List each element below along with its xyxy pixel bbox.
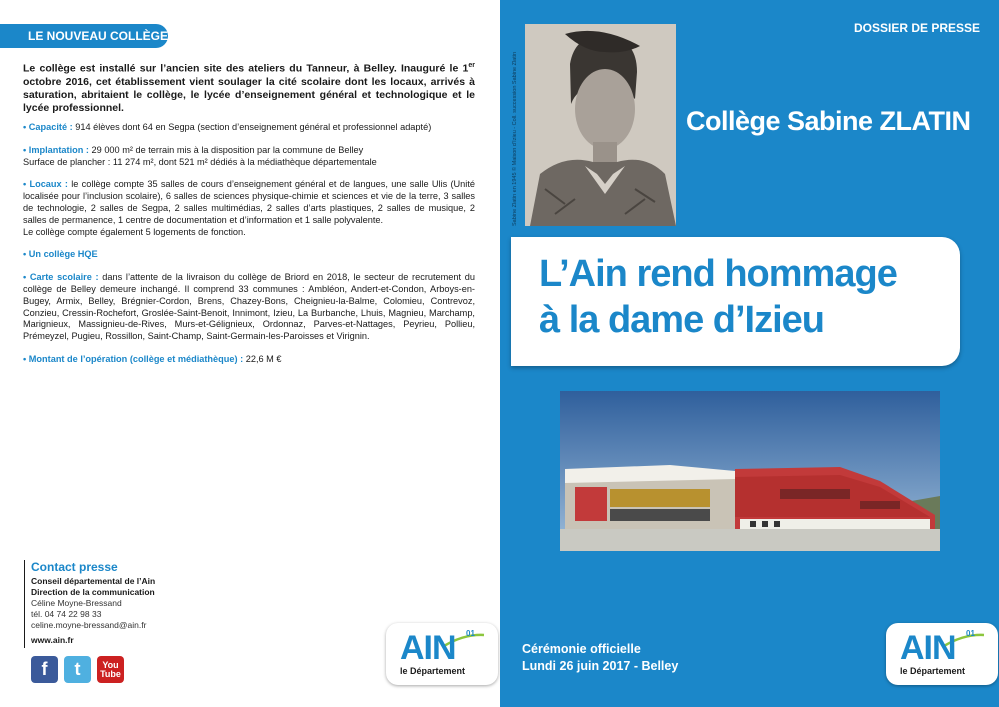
contact-org: Conseil départemental de l’Ain xyxy=(31,576,156,586)
college-building-photo xyxy=(560,391,940,551)
contact-email[interactable]: celine.moyne-bressand@ain.fr xyxy=(31,620,147,630)
fact-carte-scolaire: • Carte scolaire : dans l’attente de la livraison du collège de Briord en 2018, le secteur de recrutement du collège de Belley demeure inchangé. Il comprend 33 communes : Ambléon, Andert-et-Condon, Arboys-en-Bugey, Armix, Belley, Brégnier-Cordon, Brens, Chazey-Bons, Cheignieu-la-Balme, Colomieu, Contrevoz, Conzieu, Cressin-Rochefort, Groslée-Saint-Benoit, Innimont, Izieu, La Burbanche, Lhuis, Magnieu, Marchamp, Marignieux, Massignieu-de-Rives, Murs-et-Gélignieux, Ordonnaz, Parves-et-Nattages, Peyrieu, Pollieu, Prémeyzel, Pugieu, Rossillon, Saint-Champ, Saint-Germain-les-Paroisses et Virignin. xyxy=(23,272,475,342)
twitter-icon[interactable]: t xyxy=(64,656,91,683)
ceremony-info xyxy=(522,641,678,675)
fact-implantation: • Implantation : 29 000 m² de terrain mis à la disposition par la commune de Belley Surface de plancher : 11 274 m², dont 521 m² dédiés à la médiathèque départementale xyxy=(23,144,377,167)
fact-montant: • Montant de l’opération (collège et médiathèque) : 22,6 M € xyxy=(23,353,282,364)
social-links xyxy=(31,656,124,683)
college-name: Collège Sabine ZLATIN xyxy=(686,106,971,136)
contact-name: Céline Moyne-Bressand xyxy=(31,598,122,608)
ceremony-date: Lundi 26 juin 2017 - Belley xyxy=(522,659,679,673)
website-link[interactable]: www.ain.fr xyxy=(31,635,74,645)
photo-credit: Sabine Zlatin en 1945 © Maison d’Izieu - Coll. succession Sabine Zlatin xyxy=(512,51,518,226)
ain-logo: AIN 01 le Département xyxy=(886,623,998,685)
headline-box xyxy=(511,237,960,366)
fact-list xyxy=(23,122,475,377)
contact-phone: tél. 04 74 22 98 33 xyxy=(31,609,102,619)
press-contact xyxy=(24,560,244,648)
section-tag: LE NOUVEAU COLLÈGE xyxy=(0,24,168,48)
dossier-header: DOSSIER DE PRESSE xyxy=(854,21,981,35)
fact-hqe: • Un collège HQE xyxy=(23,249,98,260)
fact-locaux: • Locaux : le collège compte 35 salles de cours d’enseignement général et de langues, une salle Ulis (Unité localisée pour l’inclusion scolaire), 6 salles de sciences physique-chimie et sciences et vie de la terre, 3 salles de technologie, 2 salles de Segpa, 2 salles multimédias, 2 salles d’arts plastiques, 2 salles de musique, 2 salles de permanence, 1 centre de documentation et d’information et 1 salle polyvalente. Le collège compte également 5 logements de fonction. xyxy=(23,179,475,237)
portrait-photo xyxy=(525,24,676,226)
ceremony-title: Cérémonie officielle xyxy=(522,642,641,656)
intro-paragraph: Le collège est installé sur l’ancien site des ateliers du Tanneur, à Belley. Inauguré le 1er octobre 2016, cet établissement vient soulager la cité scolaire dont les locaux, arrivés à saturation, abritaient le collège, le lycée d’enseignement général et technologique et le lycée professionnel. xyxy=(23,62,475,114)
facebook-icon[interactable]: f xyxy=(31,656,58,683)
headline: L’Ain rend hommage à la dame d’Izieu xyxy=(539,253,897,341)
fact-capacite: • Capacité : 914 élèves dont 64 en Segpa (section d’enseignement général et professionnel adapté) xyxy=(23,122,432,132)
contact-direction: Direction de la communication xyxy=(31,587,155,597)
youtube-icon[interactable]: You Tube xyxy=(97,656,124,683)
ain-logo: AIN 01 le Département xyxy=(386,623,498,685)
contact-title: Contact presse xyxy=(31,560,118,574)
